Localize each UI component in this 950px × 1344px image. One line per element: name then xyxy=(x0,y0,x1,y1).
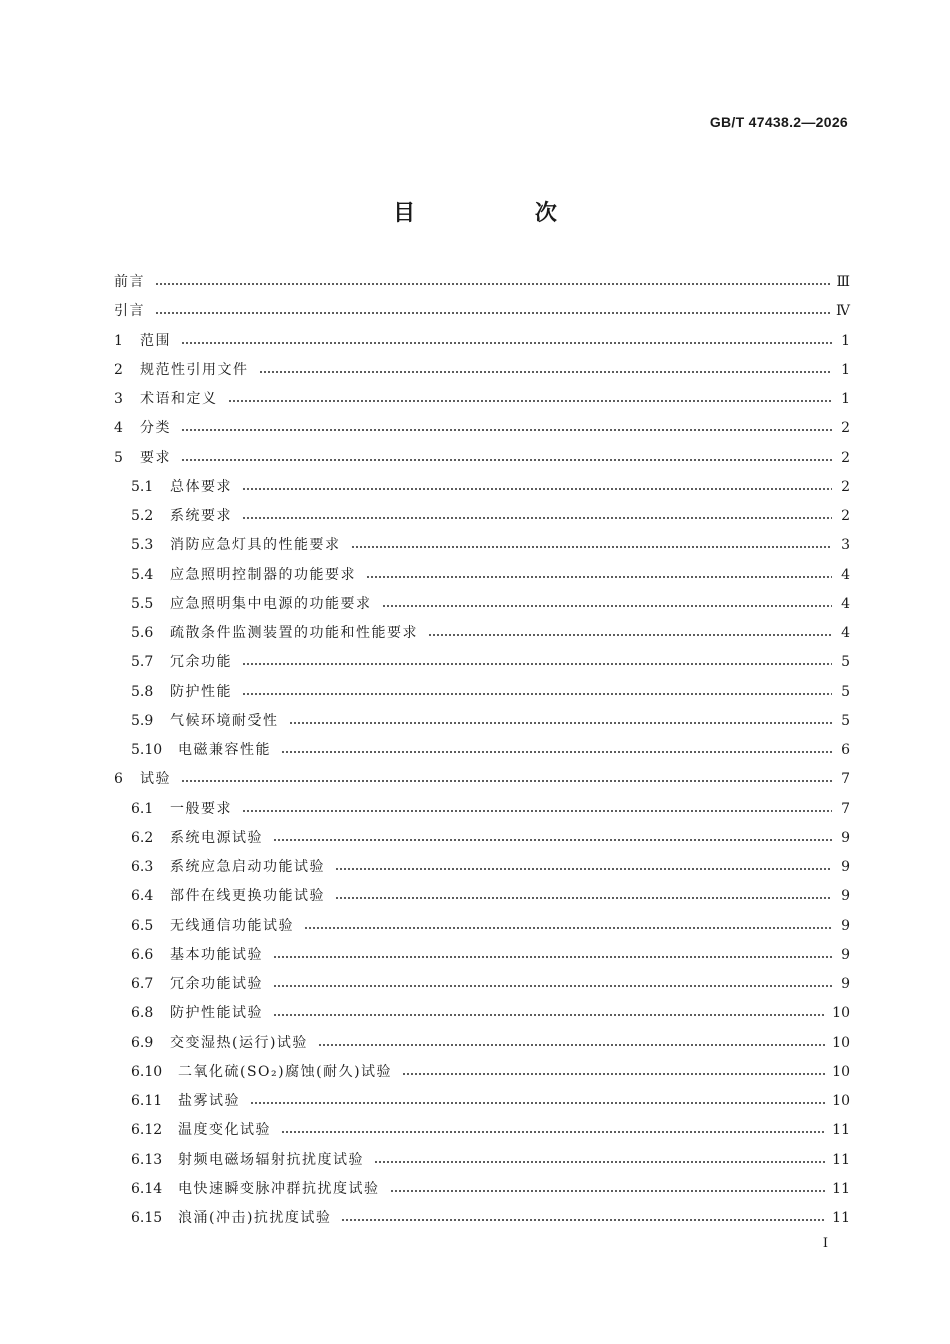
toc-entry-title: 系统应急启动功能试验 xyxy=(170,859,325,875)
toc-entry-number: 6.15 xyxy=(131,1210,163,1226)
toc-entry-number: 5.1 xyxy=(131,478,154,495)
toc-entry-number: 5.9 xyxy=(131,712,154,729)
toc-entry-page: 5 xyxy=(841,654,850,671)
toc-entry-title: 系统电源试验 xyxy=(170,829,263,846)
toc-entry-number: 6.2 xyxy=(131,829,154,846)
toc-entry-title: 疏散条件监测装置的功能和性能要求 xyxy=(170,625,418,641)
toc-entry-page: 1 xyxy=(841,361,850,378)
toc-entry-title: 消防应急灯具的性能要求 xyxy=(170,537,341,554)
dot-leader xyxy=(281,1131,826,1133)
toc-entry-number: 6.11 xyxy=(131,1093,163,1109)
dot-leader xyxy=(273,985,832,987)
toc-entry-number: 6.6 xyxy=(131,946,154,963)
toc-entry[interactable] xyxy=(114,882,850,911)
toc-entry-number: 6.9 xyxy=(131,1034,154,1051)
toc-entry[interactable] xyxy=(114,502,850,531)
dot-leader xyxy=(242,693,832,695)
toc-entry-number: 5.10 xyxy=(131,742,163,758)
toc-entry[interactable] xyxy=(114,619,850,648)
dot-leader xyxy=(351,546,833,548)
toc-entry-page: Ⅲ xyxy=(836,274,850,290)
dot-leader xyxy=(155,283,830,285)
toc-entry[interactable] xyxy=(114,999,850,1028)
toc-entry-title: 电磁兼容性能 xyxy=(178,742,271,758)
toc-entry-page: 11 xyxy=(832,1210,850,1226)
toc-entry[interactable] xyxy=(114,414,850,443)
toc-entry[interactable] xyxy=(114,561,850,590)
table-of-contents xyxy=(114,268,850,1233)
toc-entry-number: 5.2 xyxy=(131,508,154,524)
toc-entry-page: 3 xyxy=(841,537,850,554)
toc-entry-title: 射频电磁场辐射抗扰度试验 xyxy=(178,1151,364,1168)
toc-entry-number: 1 xyxy=(114,332,123,349)
dot-leader xyxy=(428,634,832,636)
toc-entry-page: 11 xyxy=(832,1122,850,1139)
toc-entry-page: 10 xyxy=(832,1005,850,1022)
toc-entry-page: 5 xyxy=(841,683,850,700)
toc-entry-number: 6.13 xyxy=(131,1151,163,1168)
toc-entry[interactable] xyxy=(114,707,850,736)
dot-leader xyxy=(390,1190,827,1192)
toc-entry-page: 4 xyxy=(841,625,850,641)
toc-entry-title: 分类 xyxy=(140,420,171,437)
dot-leader xyxy=(242,663,832,665)
toc-entry-title: 交变湿热(运行)试验 xyxy=(170,1034,308,1051)
toc-entry[interactable] xyxy=(114,970,850,999)
toc-entry-title: 一般要求 xyxy=(170,800,232,817)
toc-entry-title: 二氧化硫(SO₂)腐蚀(耐久)试验 xyxy=(178,1063,393,1080)
dot-leader xyxy=(382,605,833,607)
toc-entry-title: 总体要求 xyxy=(170,478,232,495)
toc-entry[interactable] xyxy=(114,268,850,297)
dot-leader xyxy=(228,400,833,402)
toc-entry-number: 6.12 xyxy=(131,1122,163,1139)
document-code: GB/T 47438.2—2026 xyxy=(709,114,848,130)
toc-entry-title: 部件在线更换功能试验 xyxy=(170,888,325,905)
page-number: I xyxy=(822,1236,828,1251)
toc-entry-page: 2 xyxy=(841,508,850,524)
toc-entry-number: 5.3 xyxy=(131,537,154,554)
toc-entry-page: 10 xyxy=(832,1034,850,1051)
toc-entry-number: 3 xyxy=(114,391,123,407)
toc-entry-title: 无线通信功能试验 xyxy=(170,917,294,934)
toc-entry[interactable] xyxy=(114,765,850,794)
toc-entry-page: 2 xyxy=(841,478,850,495)
toc-entry-number: 6.14 xyxy=(131,1180,163,1197)
dot-leader xyxy=(273,1014,826,1016)
toc-entry-page: 10 xyxy=(832,1093,850,1109)
toc-entry-number: 6 xyxy=(114,771,123,788)
toc-entry[interactable] xyxy=(114,1116,850,1145)
dot-leader xyxy=(259,371,833,373)
dot-leader xyxy=(273,839,832,841)
toc-entry-page: 9 xyxy=(841,829,850,846)
dot-leader xyxy=(281,751,832,753)
dot-leader xyxy=(181,459,832,461)
toc-entry-number: 4 xyxy=(114,420,123,437)
toc-entry-number: 6.8 xyxy=(131,1005,154,1022)
dot-leader xyxy=(335,868,832,870)
toc-entry-page: 10 xyxy=(832,1063,850,1080)
toc-entry-number: 5.6 xyxy=(131,625,154,641)
toc-entry[interactable] xyxy=(114,297,850,326)
dot-leader xyxy=(374,1161,826,1163)
toc-entry-page: 9 xyxy=(841,976,850,992)
toc-entry[interactable] xyxy=(114,824,850,853)
toc-entry[interactable] xyxy=(114,912,850,941)
toc-entry[interactable] xyxy=(114,736,850,765)
toc-entry[interactable] xyxy=(114,678,850,707)
toc-entry-number: 6.7 xyxy=(131,976,154,992)
toc-entry-title: 防护性能 xyxy=(170,683,232,700)
dot-leader xyxy=(155,312,830,314)
toc-entry[interactable] xyxy=(114,531,850,560)
toc-entry[interactable] xyxy=(114,327,850,356)
dot-leader xyxy=(273,956,832,958)
toc-entry-page: Ⅳ xyxy=(836,303,850,320)
toc-entry-title: 盐雾试验 xyxy=(178,1093,240,1109)
toc-entry-page: 9 xyxy=(841,888,850,905)
toc-entry-title: 试验 xyxy=(140,771,171,788)
toc-entry-number: 5.7 xyxy=(131,654,154,671)
dot-leader xyxy=(341,1219,826,1221)
toc-entry-title: 应急照明控制器的功能要求 xyxy=(170,566,356,583)
toc-entry-title: 引言 xyxy=(114,303,145,320)
toc-entry[interactable] xyxy=(114,1175,850,1204)
toc-entry[interactable] xyxy=(114,853,850,882)
toc-entry[interactable] xyxy=(114,444,850,473)
toc-entry-title: 冗余功能试验 xyxy=(170,976,263,992)
toc-entry[interactable] xyxy=(114,1146,850,1175)
dot-leader xyxy=(402,1073,826,1075)
toc-entry[interactable] xyxy=(114,356,850,385)
toc-entry-title: 要求 xyxy=(140,449,171,466)
toc-entry-title: 防护性能试验 xyxy=(170,1005,263,1022)
toc-entry-title: 浪涌(冲击)抗扰度试验 xyxy=(178,1210,332,1226)
toc-entry-title: 冗余功能 xyxy=(170,654,232,671)
toc-entry-number: 5.5 xyxy=(131,595,154,612)
toc-entry-number: 6.3 xyxy=(131,859,154,875)
dot-leader xyxy=(242,517,832,519)
toc-entry-title: 电快速瞬变脉冲群抗扰度试验 xyxy=(178,1180,380,1197)
toc-entry-title: 温度变化试验 xyxy=(178,1122,271,1139)
toc-entry-page: 9 xyxy=(841,917,850,934)
toc-entry-number: 5.8 xyxy=(131,683,154,700)
toc-entry-title: 应急照明集中电源的功能要求 xyxy=(170,595,372,612)
toc-entry-title: 范围 xyxy=(140,332,171,349)
page-title: 目 次 xyxy=(393,201,613,226)
dot-leader xyxy=(366,576,832,578)
toc-entry-page: 7 xyxy=(841,800,850,817)
toc-entry-number: 5.4 xyxy=(131,566,154,583)
toc-entry-page: 11 xyxy=(832,1180,850,1197)
toc-entry-title: 术语和定义 xyxy=(140,391,218,407)
toc-entry-number: 6.10 xyxy=(131,1063,163,1080)
toc-entry-page: 11 xyxy=(832,1151,850,1168)
toc-entry-page: 2 xyxy=(841,449,850,466)
dot-leader xyxy=(304,927,832,929)
toc-entry-page: 9 xyxy=(841,946,850,963)
toc-entry[interactable] xyxy=(114,941,850,970)
toc-entry-number: 5 xyxy=(114,449,123,466)
toc-entry-title: 规范性引用文件 xyxy=(140,361,249,378)
toc-entry-page: 2 xyxy=(841,420,850,437)
toc-entry-page: 4 xyxy=(841,566,850,583)
toc-entry-number: 2 xyxy=(114,361,123,378)
toc-entry-title: 气候环境耐受性 xyxy=(170,712,279,729)
toc-entry-title: 前言 xyxy=(114,274,145,290)
toc-entry[interactable] xyxy=(114,1058,850,1087)
toc-entry-page: 1 xyxy=(841,332,850,349)
toc-entry-page: 1 xyxy=(841,391,850,407)
dot-leader xyxy=(289,722,833,724)
toc-entry[interactable] xyxy=(114,473,850,502)
dot-leader xyxy=(242,488,832,490)
toc-entry[interactable] xyxy=(114,795,850,824)
toc-entry-number: 6.4 xyxy=(131,888,154,905)
toc-entry-number: 6.1 xyxy=(131,800,154,817)
toc-entry-number: 6.5 xyxy=(131,917,154,934)
dot-leader xyxy=(250,1102,826,1104)
dot-leader xyxy=(242,810,832,812)
dot-leader xyxy=(318,1044,826,1046)
toc-entry-title: 基本功能试验 xyxy=(170,946,263,963)
dot-leader xyxy=(335,897,832,899)
toc-entry[interactable] xyxy=(114,1204,850,1233)
toc-entry-title: 系统要求 xyxy=(170,508,232,524)
toc-entry[interactable] xyxy=(114,590,850,619)
toc-entry[interactable] xyxy=(114,1087,850,1116)
toc-entry-page: 4 xyxy=(841,595,850,612)
toc-entry[interactable] xyxy=(114,385,850,414)
toc-entry-page: 6 xyxy=(841,742,850,758)
dot-leader xyxy=(181,780,832,782)
toc-entry-page: 5 xyxy=(841,712,850,729)
toc-entry-page: 7 xyxy=(841,771,850,788)
dot-leader xyxy=(181,429,832,431)
dot-leader xyxy=(181,342,832,344)
toc-entry[interactable] xyxy=(114,648,850,677)
toc-entry[interactable] xyxy=(114,1029,850,1058)
toc-entry-page: 9 xyxy=(841,859,850,875)
